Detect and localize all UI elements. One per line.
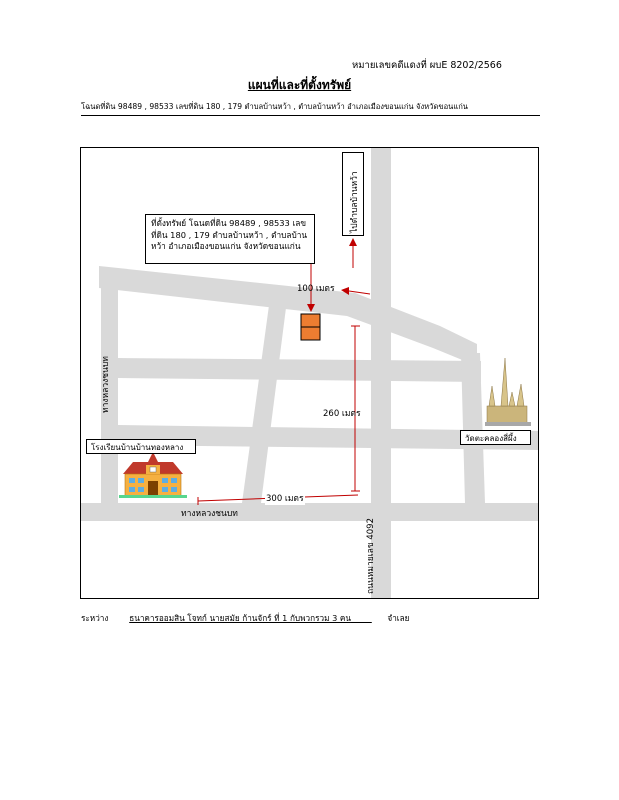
- road-diagonal: [242, 298, 287, 503]
- case-number: หมายเลขคดีแดงที่ ผบE 8202/2566: [352, 60, 502, 71]
- parties-text: ธนาคารออมสิน โจทก์ นายสมัย ก้านจักร์ ที่ 1 กับพวกรวม 3 คน: [129, 613, 351, 623]
- rural-road-label-bottom: ทางหลวงชนบท: [181, 509, 238, 519]
- temple-icon: [485, 358, 531, 426]
- deed-description: โฉนดที่ดิน 98489 , 98533 เลขที่ดิน 180 , 179 ตำบลบ้านหว้า , ตำบลบ้านหว้า อำเภอเมืองขอนแก่น จังหวัดขอนแก่น: [81, 102, 469, 111]
- parties-blank: [351, 613, 372, 623]
- rural-road-label-left: ทางหลวงชนบท: [101, 356, 111, 413]
- deed-underline: [81, 115, 540, 116]
- direction-arrow: [349, 238, 357, 268]
- between-label: ระหว่าง: [81, 613, 109, 623]
- distance-100m-label: 100 เมตร: [297, 284, 335, 294]
- road-upper: [99, 266, 477, 366]
- parcel-98533: [301, 327, 320, 340]
- rural-road-bottom: [81, 503, 539, 521]
- page-title: [0, 76, 619, 95]
- property-callout: ที่ตั้งทรัพย์ โฉนดที่ดิน 98489 , 98533 เลขที่ดิน 180 , 179 ตำบลบ้านหว้า , ตำบลบ้านหว้า อำเภอเมืองขอนแก่น จังหวัดขอนแก่น: [145, 214, 315, 264]
- location-map: [80, 147, 539, 599]
- direction-label: ไปตำบลบ้านหว้า: [350, 171, 360, 233]
- road-east-branch: [461, 353, 485, 503]
- property-parcels: [301, 314, 320, 340]
- page-title-text: แผนที่และที่ตั้งทรัพย์: [247, 78, 352, 92]
- distance-300m-label: 300 เมตร: [265, 491, 305, 505]
- defendant-suffix: จำเลย: [387, 613, 410, 623]
- direction-sign: [342, 152, 364, 236]
- parties-row: [81, 612, 409, 625]
- highway-label: ถนนหมายเลข 4092: [366, 518, 376, 594]
- road-middle: [118, 358, 481, 382]
- distance-260m-label: 260 เมตร: [323, 409, 361, 419]
- school-label: โรงเรียนบ้านบ้านทองหลาง: [86, 439, 196, 454]
- parcel-98489: [301, 314, 320, 327]
- temple-label: วัดตะคลองสี่ผึ้ง: [460, 430, 531, 445]
